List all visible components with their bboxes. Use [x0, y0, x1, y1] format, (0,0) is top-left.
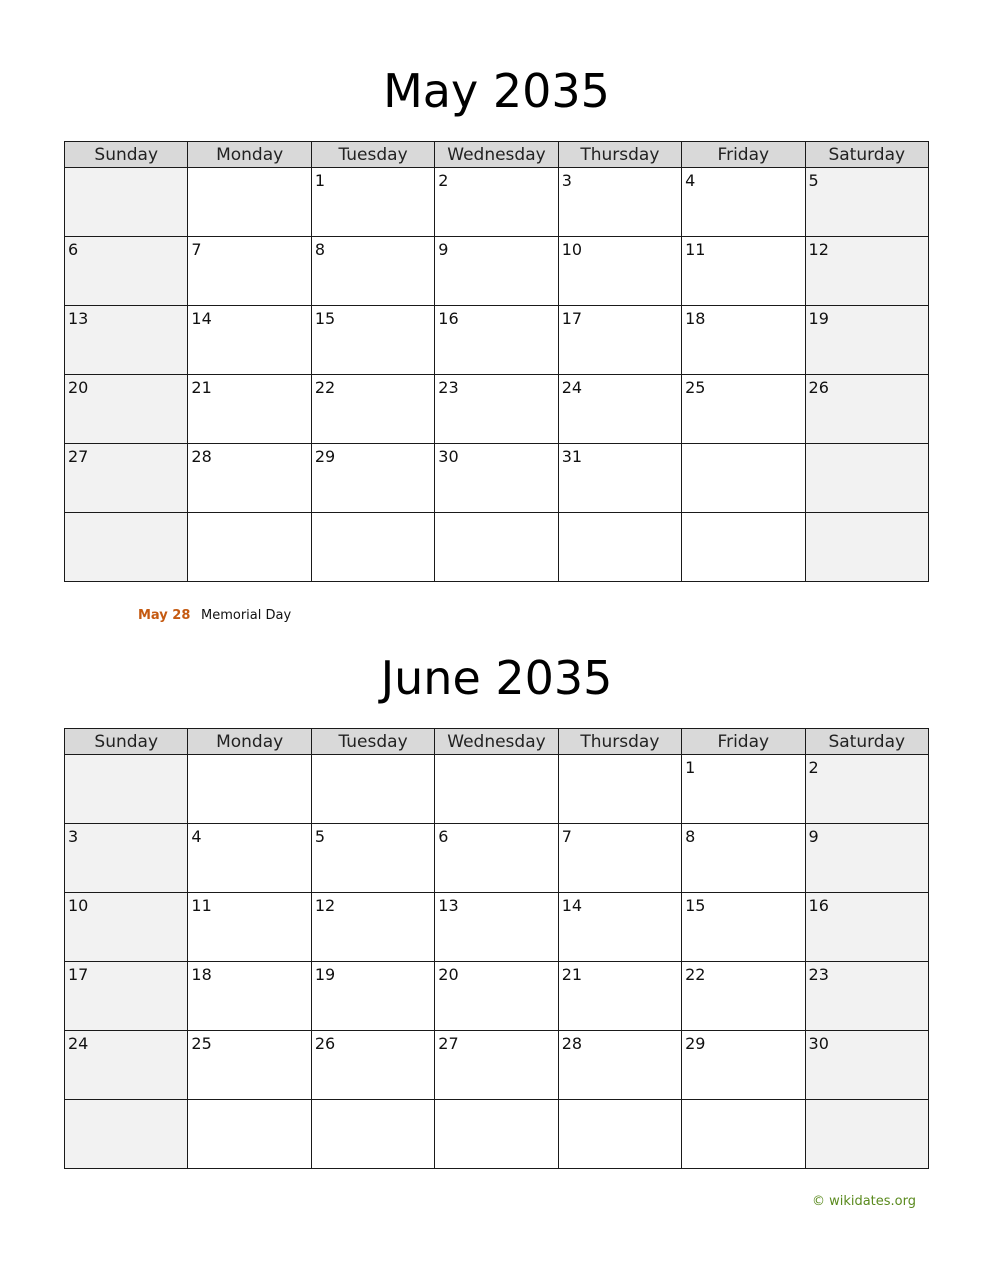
- day-cell: [65, 168, 188, 237]
- june-calendar-grid: [64, 728, 929, 1169]
- weekday-header-saturday: Saturday: [805, 729, 928, 755]
- day-cell: [435, 1100, 558, 1169]
- day-number: 6: [68, 240, 79, 259]
- day-number: 14: [191, 309, 212, 328]
- day-cell: [65, 1031, 188, 1100]
- day-number: [559, 755, 681, 758]
- day-number: 3: [68, 827, 79, 846]
- day-number: [559, 1100, 681, 1103]
- day-number: [65, 755, 187, 758]
- weekday-header-sunday: Sunday: [65, 142, 188, 168]
- weekday-header-friday: Friday: [682, 142, 805, 168]
- day-number: [65, 168, 187, 171]
- day-number: 11: [685, 240, 706, 259]
- day-cell: [311, 444, 434, 513]
- holiday-note: [138, 608, 291, 624]
- day-number: 29: [685, 1034, 706, 1053]
- day-cell: [558, 168, 681, 237]
- day-number: [682, 1100, 804, 1103]
- day-number: 8: [314, 240, 326, 259]
- day-cell: [558, 1100, 681, 1169]
- weekday-header-row: [65, 142, 929, 168]
- day-cell: [65, 755, 188, 824]
- may-month-title: May 2035: [383, 64, 610, 118]
- day-number: [435, 755, 557, 758]
- day-number: [435, 1100, 557, 1103]
- day-number: 28: [191, 447, 212, 466]
- day-number: 2: [808, 758, 819, 777]
- day-cell: [435, 824, 558, 893]
- day-cell: [435, 1031, 558, 1100]
- day-cell: [805, 237, 928, 306]
- day-cell: [311, 306, 434, 375]
- weekday-header-sunday: Sunday: [65, 729, 188, 755]
- day-number: [65, 1100, 187, 1103]
- week-row: [65, 306, 929, 375]
- day-number: 1: [314, 171, 326, 190]
- week-row: [65, 513, 929, 582]
- day-cell: [188, 306, 311, 375]
- day-number: 10: [561, 240, 583, 259]
- day-cell: [682, 1100, 805, 1169]
- day-cell: [682, 375, 805, 444]
- day-number: [188, 1100, 310, 1103]
- weekday-header-monday: Monday: [188, 729, 311, 755]
- day-number: [312, 1100, 434, 1103]
- day-cell: [558, 513, 681, 582]
- day-number: [188, 168, 310, 171]
- day-number: 21: [191, 378, 212, 397]
- week-row: [65, 168, 929, 237]
- day-cell: [311, 237, 434, 306]
- week-row: [65, 444, 929, 513]
- footer-credit[interactable]: © wikidates.org: [811, 1194, 916, 1209]
- day-number: 3: [561, 171, 572, 190]
- week-row: [65, 375, 929, 444]
- day-number: 15: [685, 896, 706, 915]
- day-cell: [65, 306, 188, 375]
- day-number: 4: [191, 827, 202, 846]
- day-cell: [65, 824, 188, 893]
- day-number: 8: [685, 827, 696, 846]
- week-row: [65, 237, 929, 306]
- day-cell: [805, 513, 928, 582]
- day-cell: [682, 962, 805, 1031]
- holiday-name: Memorial Day: [201, 608, 292, 623]
- day-cell: [558, 444, 681, 513]
- day-number: 5: [808, 171, 819, 190]
- day-cell: [188, 893, 311, 962]
- weekday-header-saturday: Saturday: [805, 142, 928, 168]
- day-cell: [311, 375, 434, 444]
- day-number: [312, 513, 434, 516]
- day-number: 11: [191, 896, 212, 915]
- day-cell: [435, 375, 558, 444]
- day-number: [188, 755, 310, 758]
- day-cell: [311, 824, 434, 893]
- day-number: 24: [561, 378, 583, 397]
- day-number: 17: [68, 965, 89, 984]
- day-number: 20: [68, 378, 89, 397]
- day-number: 31: [561, 447, 583, 466]
- weekday-header-thursday: Thursday: [558, 142, 681, 168]
- day-number: 28: [561, 1034, 583, 1053]
- weekday-header-monday: Monday: [188, 142, 311, 168]
- day-cell: [805, 1100, 928, 1169]
- day-number: [188, 513, 310, 516]
- day-number: [435, 513, 557, 516]
- day-number: 29: [314, 447, 336, 466]
- day-number: 22: [685, 965, 706, 984]
- day-number: 7: [561, 827, 572, 846]
- day-number: 18: [191, 965, 212, 984]
- day-number: 19: [808, 309, 829, 328]
- day-cell: [311, 755, 434, 824]
- day-number: 25: [685, 378, 706, 397]
- day-cell: [558, 824, 681, 893]
- day-number: [682, 444, 804, 447]
- day-cell: [682, 1031, 805, 1100]
- day-cell: [805, 1031, 928, 1100]
- day-cell: [188, 513, 311, 582]
- day-cell: [65, 237, 188, 306]
- weekday-header-tuesday: Tuesday: [311, 729, 434, 755]
- may-calendar-grid: [64, 141, 929, 582]
- day-number: 30: [808, 1034, 829, 1053]
- day-cell: [65, 375, 188, 444]
- day-number: 17: [561, 309, 583, 328]
- day-cell: [805, 755, 928, 824]
- day-cell: [188, 168, 311, 237]
- day-cell: [311, 513, 434, 582]
- day-number: 5: [314, 827, 326, 846]
- day-cell: [805, 306, 928, 375]
- day-number: 21: [561, 965, 583, 984]
- day-cell: [805, 824, 928, 893]
- day-cell: [188, 824, 311, 893]
- day-number: 1: [685, 758, 696, 777]
- day-cell: [682, 306, 805, 375]
- day-number: 16: [808, 896, 829, 915]
- day-cell: [558, 962, 681, 1031]
- weekday-header-tuesday: Tuesday: [311, 142, 434, 168]
- day-cell: [311, 1031, 434, 1100]
- day-number: 15: [314, 309, 336, 328]
- week-row: [65, 893, 929, 962]
- day-number: 27: [438, 1034, 459, 1053]
- day-cell: [805, 375, 928, 444]
- day-cell: [188, 755, 311, 824]
- day-number: 6: [438, 827, 449, 846]
- week-row: [65, 962, 929, 1031]
- day-cell: [558, 237, 681, 306]
- day-cell: [311, 962, 434, 1031]
- day-cell: [65, 513, 188, 582]
- day-number: 4: [685, 171, 696, 190]
- day-number: [806, 513, 928, 516]
- day-cell: [805, 168, 928, 237]
- day-cell: [65, 962, 188, 1031]
- day-number: [65, 513, 187, 516]
- day-cell: [188, 1031, 311, 1100]
- day-cell: [311, 168, 434, 237]
- day-number: 12: [808, 240, 829, 259]
- day-cell: [558, 306, 681, 375]
- day-number: 25: [191, 1034, 212, 1053]
- day-cell: [682, 824, 805, 893]
- day-cell: [435, 168, 558, 237]
- day-number: [559, 513, 681, 516]
- weekday-header-row: [65, 729, 929, 755]
- week-row: [65, 1031, 929, 1100]
- day-number: 26: [314, 1034, 336, 1053]
- day-cell: [435, 306, 558, 375]
- weekday-header-wednesday: Wednesday: [435, 729, 558, 755]
- day-cell: [682, 513, 805, 582]
- weekday-header-thursday: Thursday: [558, 729, 681, 755]
- day-cell: [311, 893, 434, 962]
- day-cell: [435, 237, 558, 306]
- day-cell: [188, 237, 311, 306]
- day-cell: [558, 893, 681, 962]
- day-number: 30: [438, 447, 459, 466]
- day-number: [312, 755, 434, 758]
- day-cell: [558, 1031, 681, 1100]
- day-number: [806, 1100, 928, 1103]
- day-number: 23: [808, 965, 829, 984]
- day-cell: [188, 444, 311, 513]
- weekday-header-wednesday: Wednesday: [435, 142, 558, 168]
- day-cell: [188, 962, 311, 1031]
- day-cell: [682, 444, 805, 513]
- day-cell: [682, 168, 805, 237]
- week-row: [65, 755, 929, 824]
- day-cell: [682, 755, 805, 824]
- day-number: 13: [438, 896, 459, 915]
- day-cell: [188, 375, 311, 444]
- day-number: [682, 513, 804, 516]
- day-number: 16: [438, 309, 459, 328]
- day-cell: [65, 444, 188, 513]
- day-number: 10: [68, 896, 89, 915]
- day-number: 9: [438, 240, 449, 259]
- day-number: 14: [561, 896, 583, 915]
- day-cell: [558, 755, 681, 824]
- day-number: 13: [68, 309, 89, 328]
- day-cell: [65, 1100, 188, 1169]
- day-number: 26: [808, 378, 829, 397]
- day-number: [806, 444, 928, 447]
- weekday-header-friday: Friday: [682, 729, 805, 755]
- day-cell: [311, 1100, 434, 1169]
- day-cell: [805, 444, 928, 513]
- day-number: 22: [314, 378, 336, 397]
- day-cell: [435, 444, 558, 513]
- day-number: 24: [68, 1034, 89, 1053]
- day-number: 12: [314, 896, 336, 915]
- day-number: 2: [438, 171, 449, 190]
- day-number: 7: [191, 240, 202, 259]
- day-number: 18: [685, 309, 706, 328]
- day-cell: [65, 893, 188, 962]
- day-cell: [558, 375, 681, 444]
- day-number: 19: [314, 965, 336, 984]
- holiday-date: May 28: [138, 608, 191, 623]
- day-cell: [435, 962, 558, 1031]
- day-cell: [435, 513, 558, 582]
- june-month-title: June 2035: [380, 651, 613, 705]
- day-cell: [188, 1100, 311, 1169]
- day-cell: [805, 893, 928, 962]
- day-cell: [435, 755, 558, 824]
- day-cell: [805, 962, 928, 1031]
- day-cell: [435, 893, 558, 962]
- day-number: 9: [808, 827, 819, 846]
- day-cell: [682, 893, 805, 962]
- week-row: [65, 824, 929, 893]
- day-number: 23: [438, 378, 459, 397]
- day-number: 20: [438, 965, 459, 984]
- week-row: [65, 1100, 929, 1169]
- day-cell: [682, 237, 805, 306]
- day-number: 27: [68, 447, 89, 466]
